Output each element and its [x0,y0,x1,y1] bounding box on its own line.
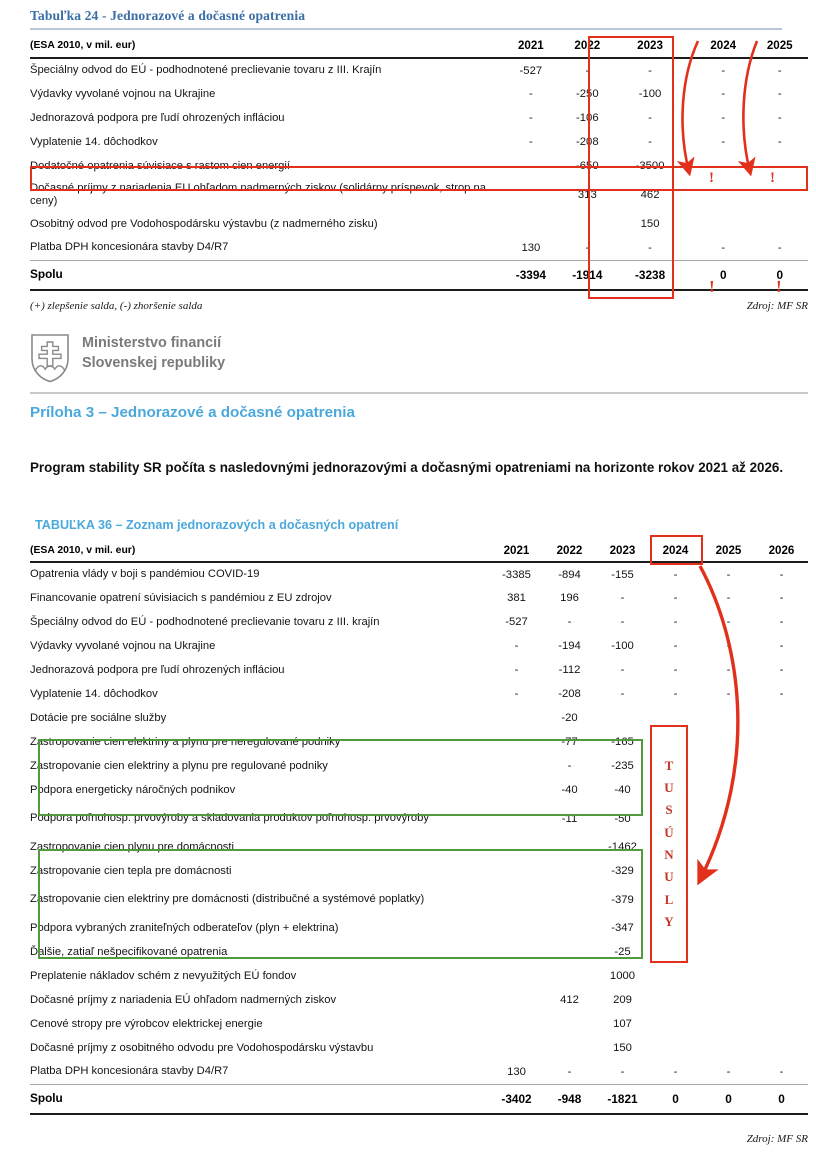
table2-cell: - [755,1060,808,1084]
table2-row [30,964,808,988]
table1-onetime-measures [30,34,808,291]
annex-intro-paragraph: Program stability SR počíta s nasledovnými jednorazovými a dočasnými opatreniami na horizonte rokov 2021 až 2026. [30,460,784,475]
table2-cell [755,802,808,835]
table1-title-rule [30,28,782,30]
table1-spacer [685,34,695,58]
table1-year-2024: 2024 [710,39,737,52]
table1-cell: -100 [638,88,662,100]
table2-cell: - [779,592,784,604]
table2-cell: - [567,616,572,628]
table2-cell [755,1012,808,1036]
table2-total-cell: -948 [543,1084,596,1114]
table1-cell: - [721,64,726,77]
table2-cell [543,1012,596,1036]
table2-cell: - [702,1060,755,1084]
table2-year-2025: 2025 [715,544,742,557]
table2-cell: -25 [614,946,631,958]
table1-cell: 130 [503,236,559,260]
table2-row [30,916,808,940]
table2-cell [755,859,808,883]
table2-cell [649,964,702,988]
table1-cell: - [528,136,533,148]
table2-cell: -1462 [608,841,637,853]
zeros-callout-letter: N [664,847,674,862]
table2-cell [702,778,755,802]
table2-cell [755,706,808,730]
table2-cell [490,778,543,802]
table2-row [30,730,808,754]
table2-cell: -155 [611,568,634,581]
table2-zeros-callout-text [650,725,688,963]
zeros-callout-letter: Ú [664,824,674,840]
table2-unit-header: (ESA 2010, v mil. eur) [30,545,136,556]
table2-cell [755,1036,808,1060]
table2-row [30,802,808,835]
table2-cell [755,730,808,754]
table2-row-label: Opatrenia vlády v boji s pandémiou COVID-19 [30,568,260,581]
table2-cell: -379 [611,893,634,906]
table1-cell [751,178,808,212]
table2-cell: -40 [614,784,631,796]
table1-cell: -106 [576,112,599,124]
table1-cell: -650 [576,160,599,172]
slovak-coat-of-arms-icon [30,333,70,383]
table2-cell: - [779,616,784,628]
table2-cell: -77 [561,736,578,748]
table2-cell [755,964,808,988]
table1-cell: - [528,88,533,100]
warning-mark-2024-row: ! [709,170,714,186]
table2-row-label: Zastropovanie cien elektriny a plynu pre regulované podniky [30,759,328,772]
table1-cell: - [721,112,726,124]
table2-row-label: Preplatenie nákladov schém z nevyužitých EÚ fondov [30,969,297,982]
table1-row [30,178,808,212]
table1-row [30,58,808,82]
table2-cell: 196 [560,592,579,604]
table1-cell: - [751,236,808,260]
table2-cell [755,835,808,859]
table1-year-2021: 2021 [517,39,544,52]
table2-cell: - [620,688,625,700]
table2-cell: -11 [561,812,578,825]
table2-cell: - [673,640,678,652]
table2-cell: - [620,616,625,628]
warning-mark-2025-total: ! [776,277,782,296]
table2-cell [490,1012,543,1036]
table2-cell [543,940,596,964]
table1-total-cell: -1914 [559,260,615,290]
table2-cell [490,1036,543,1060]
table1-year-2025: 2025 [766,39,793,52]
table2-row-label: Podpora vybraných zraniteľných odberateľov (plyn + elektrina) [30,921,339,934]
table1-cell: - [648,136,652,148]
table1-spacer-cell [685,130,695,154]
table1-cell: 462 [640,189,660,201]
table1-spacer-cell [685,82,695,106]
annex-heading: Príloha 3 – Jednorazové a dočasné opatrenia [30,404,355,421]
table2-cell: - [779,664,784,676]
table2-year-2024: 2024 [662,544,689,557]
zeros-callout-letter: L [664,891,674,907]
table1-row-label: Vyplatenie 14. dôchodkov [30,135,158,148]
table1-row [30,236,808,260]
table2-cell [702,883,755,916]
table1-spacer-cell [685,212,695,236]
table2-cell: - [673,688,678,700]
table2-cell: -329 [611,865,634,877]
table2-row [30,778,808,802]
table2-cell [702,988,755,1012]
table1-cell: -250 [576,88,599,100]
table1-unit-header: (ESA 2010, v mil. eur) [30,40,136,51]
table2-year-2021: 2021 [503,544,530,557]
table2-cell [490,754,543,778]
table1-cell [559,212,615,236]
table1-row [30,130,808,154]
table1-row-label: Jednorazová podpora pre ľudí ohrozených infláciou [30,111,285,124]
table1-cell [695,178,751,212]
table2-cell: 209 [613,994,632,1006]
table1-cell: 313 [577,189,597,201]
table2-cell: - [620,592,625,604]
table2-year-2022: 2022 [556,544,583,557]
table2-cell: -112 [558,664,581,676]
table2-row-label: Dočasné príjmy z nariadenia EÚ ohľadom nadmerných ziskov [30,993,337,1006]
table2-cell: - [514,688,519,700]
table1-row [30,82,808,106]
table1-cell: - [585,64,590,77]
table2-cell: - [620,664,625,676]
table2-cell: -235 [611,760,634,772]
table1-row [30,106,808,130]
table2-cell [755,916,808,940]
table2-cell [490,988,543,1012]
table1-spacer-cell [685,58,695,82]
table1-cell: -208 [576,136,599,148]
table2-cell: -527 [505,616,528,628]
table2-row [30,940,808,964]
table1-source-note: Zdroj: MF SR [746,300,808,312]
table1-cell: - [721,88,726,100]
table2-cell [755,940,808,964]
table2-title: TABUĽKA 36 – Zoznam jednorazových a dočasných opatrení [35,518,399,532]
ministry-logo-block [30,333,450,389]
table2-row-label: Cenové stropy pre výrobcov elektrickej energie [30,1017,263,1030]
table2-row [30,610,808,634]
table1-cell [695,212,751,236]
table2-cell [702,964,755,988]
table2-cell: - [514,640,519,652]
table2-cell: -3385 [502,568,531,581]
table2-row-label: Platba DPH koncesionára stavby D4/R7 [30,1060,490,1084]
table1-cell: - [777,64,782,77]
header-divider [30,392,808,394]
ministry-line-1: Ministerstvo financií [82,335,222,351]
warning-mark-2025-row: ! [770,170,775,186]
table2-cell: 107 [613,1018,632,1030]
table1-cell [503,178,559,212]
table2-cell [755,778,808,802]
table2-row-label: Zastropovanie cien elektriny pre domácnosti (distribučné a systémové poplatky) [30,893,425,906]
table1-cell [503,154,559,178]
table2-cell: 1000 [609,970,636,982]
table2-cell [702,940,755,964]
table2-row [30,859,808,883]
table2-total-cell: 0 [702,1084,755,1114]
table2-cell: -50 [614,812,631,825]
table2-cell: - [779,568,784,581]
table2-row [30,586,808,610]
table2-year-2026: 2026 [768,544,795,557]
table1-row-label: Výdavky vyvolané vojnou na Ukrajine [30,87,216,100]
table2-row [30,682,808,706]
zeros-callout-letter: S [665,802,673,818]
table2-cell: - [543,1060,596,1084]
warning-mark-2024-total: ! [709,277,715,296]
table1-cell: -3500 [635,160,665,172]
table1-cell [751,154,808,178]
table2-cell [490,964,543,988]
table1-cell: - [559,236,615,260]
table2-cell: -100 [611,640,634,652]
table2-cell: - [779,640,784,652]
table1-year-2023: 2023 [637,39,663,52]
table2-cell [702,1012,755,1036]
table1-cell: - [777,112,782,124]
table1-total-row [30,260,808,290]
zeros-callout-letter: T [664,757,674,773]
table2-total-row [30,1084,808,1114]
table2-cell [543,883,596,916]
table2-cell: - [596,1060,649,1084]
table2-cell [702,835,755,859]
table1-row-label: Špeciálny odvod do EÚ - podhodnotené preclievanie tovaru z III. Krajín [30,64,382,77]
table2-cell: 412 [560,994,579,1006]
table2-total-cell: -1821 [596,1084,649,1114]
table2-cell [490,859,543,883]
table2-cell: 130 [490,1060,543,1084]
table2-cell [543,916,596,940]
table2-cell: - [673,592,678,604]
table1-row-label: Dodatočné opatrenia súvisiace s rastom cien energií [30,159,290,172]
table2-total-cell: 0 [755,1084,808,1114]
table2-cell [596,706,649,730]
table1-cell: - [616,236,685,260]
table1-cell: - [695,236,751,260]
table2-cell: 150 [613,1042,632,1054]
table2-row [30,988,808,1012]
table2-cell: -40 [561,784,578,796]
table1-title: Tabuľka 24 - Jednorazové a dočasné opatrenia [30,8,306,23]
table1-total-cell: -3238 [616,260,685,290]
table2-cell [702,730,755,754]
table2-cell [490,940,543,964]
table1-cell: 150 [640,218,660,230]
table2-cell: - [649,1060,702,1084]
table1-total-cell: -3394 [503,260,559,290]
table1-total-cell: 0 [695,260,751,290]
table1-year-2022: 2022 [574,39,601,52]
table2-row [30,562,808,586]
table2-row-label: Podpora poľnohosp. prvovýroby a skladovania produktov poľnohosp. prvovýroby [30,812,429,825]
table2-cell [702,754,755,778]
table2-row [30,883,808,916]
table2-row-label: Dočasné príjmy z osobitného odvodu pre Vodohospodársku výstavbu [30,1041,374,1054]
table2-cell: -20 [561,712,578,724]
table2-cell [490,916,543,940]
table2-cell: - [726,640,731,652]
table1-cell: - [528,112,533,124]
zeros-callout-letter: U [664,869,674,885]
table2-cell [702,706,755,730]
table1-spacer-cell [685,154,695,178]
table2-list-of-measures [30,540,808,1115]
table1-spacer-cell [685,260,695,290]
table1-cell: - [648,112,652,124]
table2-cell [490,883,543,916]
table1-spacer-cell [685,236,695,260]
table1-cell: - [721,136,726,148]
table2-total-cell: -3402 [490,1084,543,1114]
table2-cell: 381 [507,592,526,604]
table2-row-label: Financovanie opatrení súvisiacich s pandémiou z EU zdrojov [30,591,332,604]
table2-total-label: Spolu [30,1084,490,1114]
table2-cell: -894 [558,568,581,581]
table2-cell [649,1012,702,1036]
table2-cell [543,859,596,883]
table2-cell [702,802,755,835]
table2-source-note: Zdroj: MF SR [746,1133,808,1145]
table2-row-label: Vyplatenie 14. dôchodkov [30,687,158,700]
table2-cell [490,706,543,730]
table2-cell [649,1036,702,1060]
zeros-callout-letter: Y [664,914,674,930]
table2-cell: - [779,688,784,700]
table2-cell [702,1036,755,1060]
table1-row-label: Osobitný odvod pre Vodohospodársku výstavbu (z nadmerného zisku) [30,217,378,230]
table2-row [30,634,808,658]
table2-row-label: Ďalšie, zatiaľ nešpecifikované opatrenia [30,945,228,958]
table2-row-label: Zastropovanie cien elektriny a plynu pre neregulované podniky [30,735,341,748]
table2-cell: - [514,664,519,676]
table1-cell: - [648,64,652,77]
table2-year-2023: 2023 [609,544,636,557]
table1-total-cell: 0 [751,260,808,290]
table1-row-label: Dočasné príjmy z nariadenia EU ohľadom nadmerných ziskov (solidárny príspevok, strop na ceny) [30,182,486,207]
table1-spacer-cell [685,106,695,130]
table2-row-label: Podpora energeticky náročných podnikov [30,783,236,796]
table1-cell [503,212,559,236]
ministry-line-2: Slovenskej republiky [82,355,226,371]
table2-cell: -194 [558,640,581,652]
table1-spacer-cell [685,178,695,212]
table2-cell: -347 [611,922,634,934]
table2-cell: - [726,664,731,676]
table2-row-label: Zastropovanie cien plynu pre domácnosti [30,840,234,853]
table2-total-cell: 0 [649,1084,702,1114]
table2-cell [543,964,596,988]
table2-row [30,706,808,730]
table2-cell [490,835,543,859]
table2-row [30,1012,808,1036]
table2-row [30,835,808,859]
table1-row-label: Platba DPH koncesionára stavby D4/R7 [30,236,503,260]
table2-row-label: Výdavky vyvolané vojnou na Ukrajine [30,639,216,652]
table2-cell: - [673,616,678,628]
table2-cell [543,835,596,859]
table2-cell [490,802,543,835]
table2-cell [543,1036,596,1060]
table1-total-label: Spolu [30,260,503,290]
table2-cell [702,859,755,883]
table1-cell [751,212,808,236]
table2-cell [649,988,702,1012]
table1-row [30,212,808,236]
table2-cell: - [726,592,731,604]
table1-cell: - [777,88,782,100]
table2-cell: - [567,760,572,772]
table1-cell: - [777,136,782,148]
table1-cell: -527 [519,64,543,77]
table2-cell [755,883,808,916]
table1-row [30,154,808,178]
table1-footnote-left: (+) zlepšenie salda, (-) zhoršenie salda [30,300,203,312]
table2-row-label: Dotácie pre sociálne služby [30,711,167,724]
table2-row-label: Zastropovanie cien tepla pre domácnosti [30,864,232,877]
table2-row [30,1060,808,1084]
table2-row [30,658,808,682]
table2-row-label: Jednorazová podpora pre ľudí ohrozených infláciou [30,663,285,676]
table2-cell [755,988,808,1012]
table2-row-label: Špeciálny odvod do EÚ - podhodnotené preclievanie tovaru z III. krajín [30,615,380,628]
table2-cell: - [726,568,731,581]
table2-cell: -165 [611,736,634,748]
table2-cell: - [726,616,731,628]
table2-cell: -208 [558,688,581,700]
zeros-callout-letter: U [664,779,674,795]
table2-row [30,1036,808,1060]
table2-row [30,754,808,778]
table2-cell [755,754,808,778]
table2-cell: - [726,688,731,700]
table2-cell [490,730,543,754]
table1-cell [695,154,751,178]
table2-cell [702,916,755,940]
table2-cell: - [673,568,678,581]
table2-cell: - [673,664,678,676]
